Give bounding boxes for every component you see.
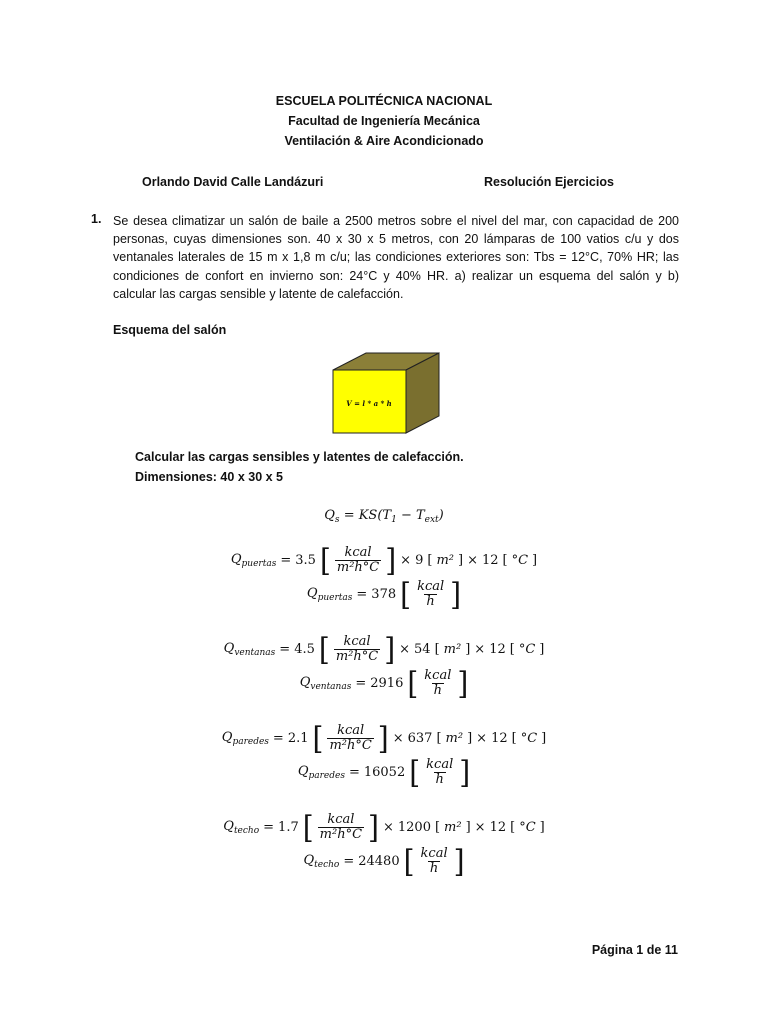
cube-volume-label: V = l * a * h — [346, 399, 392, 408]
section-subtitle-loads: Calcular las cargas sensibles y latentes de calefacción. — [135, 450, 464, 464]
result-paredes: $Q_{paredes}$ = 16052 [ $\frac{\text{kcal}}{h}$ ] — [297, 753, 471, 791]
equation-general: $Q_s = KS(T_1 - T_{ext})$ — [324, 508, 444, 525]
equation-puertas: $Q_{puertas}$ = 3.5 [ $\frac{\text{kcal}}{\text{m²h°C}}$ ] × 9 [ m² ] × 12 [ °C ] — [230, 541, 538, 579]
page-number: Página 1 de 11 — [591, 943, 678, 957]
equation-techo: $Q_{techo}$ = 1.7 [ $\frac{\text{kcal}}{\text{m²h°C}}$ ] × 1200 [ m² ] × 12 [ °C ] — [223, 808, 545, 846]
result-ventanas: $Q_{ventanas}$ = 2916 [ $\frac{\text{kcal}}{h}$ ] — [299, 664, 469, 702]
author-name: Orlando David Calle Landázuri — [142, 175, 324, 189]
equation-ventanas: $Q_{ventanas}$ = 4.5 [ $\frac{\text{kcal}}{\text{m²h°C}}$ ] × 54 [ m² ] × 12 [ °C ] — [223, 630, 545, 668]
problem-number: 1. — [91, 212, 102, 226]
section-subtitle-dimensions: Dimensiones: 40 x 30 x 5 — [135, 470, 283, 484]
course-name: Ventilación & Aire Acondicionado — [284, 134, 484, 148]
institution-name: ESCUELA POLITÉCNICA NACIONAL — [275, 94, 493, 108]
result-techo: $Q_{techo}$ = 24480 [ $\frac{\text{kcal}}{h}$ ] — [303, 842, 465, 880]
equation-paredes: $Q_{paredes}$ = 2.1 [ $\frac{\text{kcal}}{\text{m²h°C}}$ ] × 637 [ m² ] × 12 [ °C ] — [221, 719, 547, 757]
result-puertas: $Q_{puertas}$ = 378 [ $\frac{\text{kcal}}{h}$ ] — [306, 575, 462, 613]
document-type: Resolución Ejercicios — [484, 175, 614, 189]
room-cube-diagram — [330, 350, 442, 436]
faculty-name: Facultad de Ingeniería Mecánica — [288, 114, 480, 128]
schema-title: Esquema del salón — [113, 323, 227, 337]
problem-statement: Se desea climatizar un salón de baile a 2500 metros sobre el nivel del mar, con capacidad de 200 personas, cuyas dimensiones son. 40 x 30 x 5 metros, con 20 lámparas de 100 vatios c/u y dos ventanales laterales de 15 m x 1,8 m c/u; las condiciones exteriores son: Tbs = 12°C, 70% HR; las condiciones de confort en invierno son: 24°C y 40% HR. a) realizar un esquema del salón y b) calcular las cargas sensible y latente de calefacción. — [113, 214, 679, 301]
